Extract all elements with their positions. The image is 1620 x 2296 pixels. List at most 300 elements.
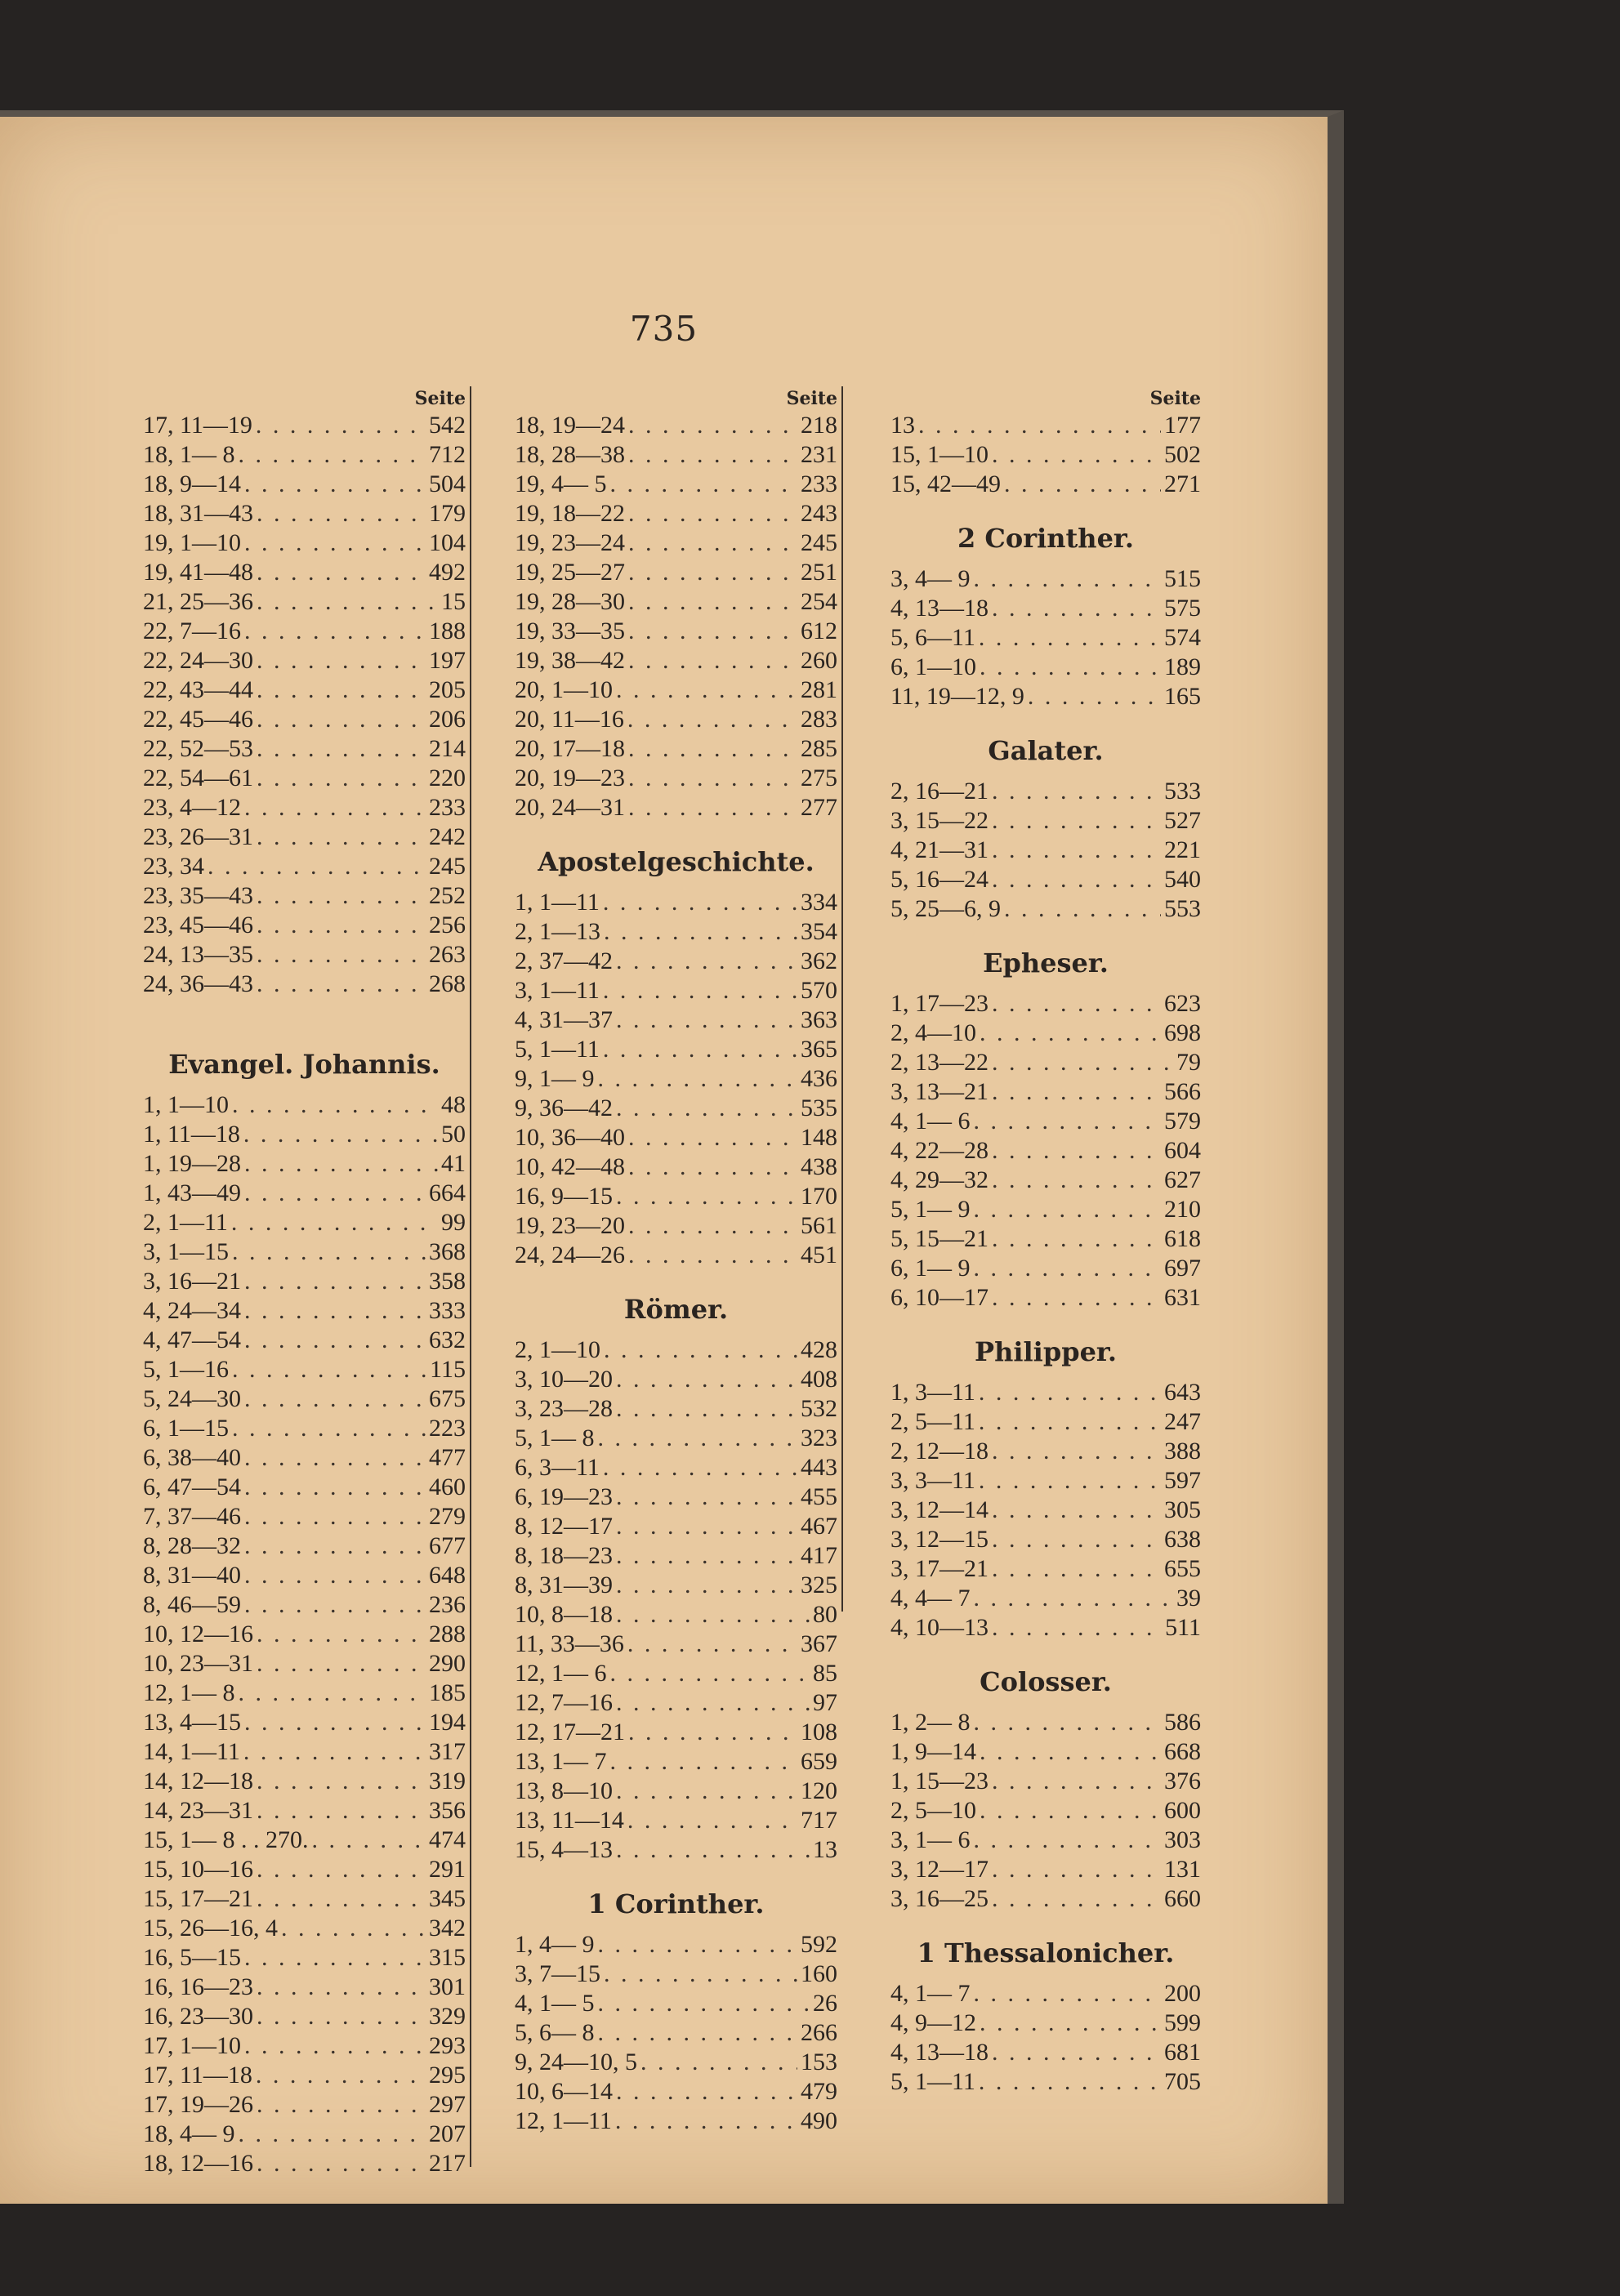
page-reference: 532 (801, 1395, 837, 1422)
page-reference: 271 (1164, 470, 1201, 497)
index-entry (890, 653, 1201, 682)
page-reference: 502 (1164, 441, 1201, 468)
page-reference: 698 (1164, 1019, 1201, 1046)
verse-reference: 6, 19—23 (515, 1483, 613, 1510)
leader-dots (600, 976, 797, 1005)
index-entry (890, 2067, 1201, 2097)
verse-reference: 8, 28—32 (143, 1532, 241, 1559)
verse-reference: 16, 9—15 (515, 1183, 613, 1210)
index-entry (515, 499, 837, 528)
leader-dots (625, 440, 797, 470)
leader-dots (607, 1659, 810, 1688)
verse-reference: 5, 1— 9 (890, 1196, 971, 1223)
page-reference: 303 (1164, 1826, 1201, 1853)
index-entry (890, 865, 1201, 894)
page-reference: 260 (801, 647, 837, 674)
verse-reference: 21, 25—36 (143, 588, 253, 615)
leader-dots (241, 1443, 426, 1473)
leader-dots (625, 1211, 797, 1241)
index-entry (143, 1590, 466, 1620)
verse-reference: 19, 18—22 (515, 500, 625, 527)
page-reference: 220 (429, 765, 466, 791)
verse-reference: 6, 1—15 (143, 1415, 229, 1442)
verse-reference: 2, 1—11 (143, 1209, 228, 1236)
leader-dots (989, 1166, 1161, 1195)
leader-dots (241, 1267, 426, 1296)
index-entry (515, 2018, 837, 2048)
verse-reference: 24, 36—43 (143, 970, 253, 997)
verse-reference: 8, 31—39 (515, 1572, 613, 1598)
leader-dots (625, 1718, 797, 1747)
verse-reference: 4, 24—34 (143, 1297, 241, 1324)
seite-label: Seite (1149, 388, 1201, 409)
index-entry (143, 1355, 466, 1384)
page-reference: 527 (1164, 807, 1201, 834)
page-reference: 460 (429, 1473, 466, 1500)
index-entry (890, 1283, 1201, 1313)
verse-reference: 5, 6— 8 (515, 2019, 595, 2046)
section-heading: Galater. (988, 735, 1104, 766)
verse-reference: 19, 33—35 (515, 617, 625, 644)
verse-reference: 1, 4— 9 (515, 1931, 595, 1958)
verse-reference: 4, 21—31 (890, 836, 989, 863)
page-reference: 177 (1164, 412, 1201, 439)
verse-reference: 2, 5—10 (890, 1797, 976, 1824)
page-reference: 291 (429, 1856, 466, 1883)
leader-dots (613, 1365, 797, 1394)
verse-reference: 10, 8—18 (515, 1601, 613, 1628)
page-reference: 681 (1164, 2039, 1201, 2066)
page-reference: 540 (1164, 866, 1201, 893)
leader-dots (253, 823, 426, 852)
leader-dots (613, 1005, 797, 1035)
index-entry (143, 1679, 466, 1708)
index-entry (515, 1512, 837, 1541)
leader-dots (613, 1600, 810, 1629)
index-entry (143, 1531, 466, 1561)
leader-dots (229, 1237, 426, 1267)
index-entry (890, 1796, 1201, 1826)
page-reference: 245 (429, 853, 466, 880)
verse-reference: 3, 13—21 (890, 1078, 989, 1105)
leader-dots (253, 764, 426, 793)
index-entry (515, 587, 837, 617)
leader-dots (241, 1179, 426, 1208)
index-entry (890, 623, 1201, 653)
index-entry (143, 1973, 466, 2002)
index-entry (143, 1884, 466, 1914)
index-entry (890, 564, 1201, 594)
page-reference: 251 (801, 559, 837, 586)
leader-dots (607, 470, 798, 499)
verse-reference: 1, 15—23 (890, 1768, 989, 1794)
page-reference: 245 (801, 529, 837, 556)
page-reference: 256 (429, 912, 466, 938)
leader-dots (971, 1107, 1162, 1136)
verse-reference: 18, 31—43 (143, 500, 253, 527)
page-reference: 356 (429, 1797, 466, 1824)
verse-reference: 11, 33—36 (515, 1630, 624, 1657)
verse-reference: 14, 1—11 (143, 1738, 240, 1765)
verse-reference: 20, 11—16 (515, 706, 624, 733)
page-reference: 561 (801, 1212, 837, 1239)
leader-dots (625, 764, 797, 793)
leader-dots (595, 1064, 798, 1094)
leader-dots (613, 1688, 810, 1718)
page-reference: 188 (429, 617, 466, 644)
verse-reference: 3, 1—15 (143, 1238, 229, 1265)
page-reference: 160 (801, 1960, 837, 1987)
leader-dots (625, 646, 797, 675)
verse-reference: 4, 31—37 (515, 1006, 613, 1033)
column-divider-1 (470, 386, 471, 2167)
verse-reference: 3, 12—17 (890, 1856, 989, 1883)
verse-reference: 3, 16—21 (143, 1268, 241, 1295)
verse-reference: 3, 10—20 (515, 1366, 613, 1393)
verse-reference: 13, 4—15 (143, 1709, 241, 1736)
index-entry (143, 1414, 466, 1443)
verse-reference: 20, 1—10 (515, 676, 613, 703)
index-entry (515, 1718, 837, 1747)
page-reference: 285 (801, 735, 837, 762)
leader-dots (613, 675, 797, 705)
verse-reference: 8, 18—23 (515, 1542, 613, 1569)
page-reference: 455 (801, 1483, 837, 1510)
verse-reference: 9, 1— 9 (515, 1065, 595, 1092)
index-entry (515, 1335, 837, 1365)
leader-dots (625, 411, 797, 440)
verse-reference: 5, 1—16 (143, 1356, 229, 1383)
verse-reference: 2, 1—13 (515, 918, 600, 945)
page-reference: 705 (1164, 2068, 1201, 2095)
section-heading: Colosser. (980, 1666, 1112, 1697)
leader-dots (989, 865, 1161, 894)
page-reference: 363 (801, 1006, 837, 1033)
index-entry (143, 617, 466, 646)
index-entry (890, 2008, 1201, 2038)
leader-dots (253, 675, 426, 705)
page-reference: 618 (1164, 1225, 1201, 1252)
verse-reference: 4, 29—32 (890, 1166, 989, 1193)
index-entry (143, 470, 466, 499)
leader-dots (241, 1531, 426, 1561)
leader-dots (253, 499, 426, 528)
index-entry (143, 1443, 466, 1473)
index-entry (890, 1195, 1201, 1224)
page-reference: 436 (801, 1065, 837, 1092)
verse-reference: 18, 9—14 (143, 470, 241, 497)
leader-dots (613, 1394, 797, 1424)
verse-reference: 10, 12—16 (143, 1621, 253, 1647)
leader-dots (1001, 470, 1161, 499)
leader-dots (625, 617, 797, 646)
leader-dots (253, 734, 426, 764)
index-entry (890, 806, 1201, 836)
index-entry (515, 1211, 837, 1241)
verse-reference: 16, 5—15 (143, 1944, 241, 1971)
page-reference: 205 (429, 676, 466, 703)
leader-dots (309, 1826, 426, 1855)
index-entry (143, 1120, 466, 1149)
leader-dots (989, 1767, 1161, 1796)
verse-reference: 11, 19—12, 9 (890, 683, 1024, 710)
index-entry (890, 470, 1201, 499)
verse-reference: 12, 17—21 (515, 1719, 625, 1745)
verse-reference: 4, 13—18 (890, 595, 989, 622)
page-reference: 643 (1164, 1379, 1201, 1406)
page-reference: 323 (801, 1424, 837, 1451)
index-entry (890, 1224, 1201, 1254)
leader-dots (989, 777, 1161, 806)
verse-reference: 2, 13—22 (890, 1049, 989, 1076)
index-entry (890, 1554, 1201, 1584)
page-reference: 477 (429, 1444, 466, 1471)
leader-dots (989, 1884, 1161, 1914)
page-reference: 604 (1164, 1137, 1201, 1164)
index-entry (143, 823, 466, 852)
index-entry (515, 1005, 837, 1035)
index-entry (890, 1584, 1201, 1613)
verse-reference: 4, 1— 5 (515, 1990, 595, 2017)
index-entry (143, 1267, 466, 1296)
leader-dots (241, 1708, 426, 1737)
leader-dots (625, 734, 797, 764)
leader-dots (253, 970, 426, 999)
page-reference: 315 (429, 1944, 466, 1971)
page-reference: 207 (429, 2120, 466, 2147)
page-number: 735 (629, 309, 698, 349)
column-divider-2 (841, 386, 843, 1612)
index-entry (143, 1620, 466, 1649)
index-entry (143, 1943, 466, 1973)
verse-reference: 5, 24—30 (143, 1385, 241, 1412)
leader-dots (253, 2002, 426, 2031)
page-reference: 153 (801, 2049, 837, 2075)
verse-reference: 2, 1—10 (515, 1336, 600, 1363)
page-reference: 231 (801, 441, 837, 468)
leader-dots (625, 499, 797, 528)
page-reference: 233 (801, 470, 837, 497)
page-reference: 579 (1164, 1108, 1201, 1135)
leader-dots (204, 852, 426, 881)
leader-dots (241, 528, 426, 558)
leader-dots (613, 1094, 797, 1123)
verse-reference: 3, 15—22 (890, 807, 989, 834)
leader-dots (624, 1806, 797, 1835)
page-reference: 200 (1164, 1980, 1201, 2007)
index-entry (890, 1979, 1201, 2008)
page-reference: 677 (429, 1532, 466, 1559)
page-reference: 648 (429, 1562, 466, 1589)
index-entry (890, 1613, 1201, 1643)
verse-reference: 19, 4— 5 (515, 470, 607, 497)
leader-dots (613, 2077, 797, 2107)
leader-dots (989, 1136, 1161, 1166)
page-reference: 612 (801, 617, 837, 644)
leader-dots (613, 1182, 797, 1211)
page-reference: 712 (429, 441, 466, 468)
seite-label: Seite (786, 388, 837, 409)
index-entry (890, 1826, 1201, 1855)
verse-reference: 6, 1— 9 (890, 1255, 971, 1282)
index-entry (515, 1241, 837, 1270)
verse-reference: 4, 10—13 (890, 1614, 989, 1641)
index-entry (890, 1437, 1201, 1466)
leader-dots (1024, 682, 1161, 711)
page-reference: 574 (1164, 624, 1201, 651)
verse-reference: 2, 5—11 (890, 1408, 975, 1435)
leader-dots (253, 1767, 426, 1796)
verse-reference: 20, 17—18 (515, 735, 625, 762)
verse-reference: 23, 4—12 (143, 794, 241, 821)
verse-reference: 24, 24—26 (515, 1242, 625, 1268)
leader-dots (241, 1296, 426, 1326)
verse-reference: 16, 16—23 (143, 1973, 253, 2000)
page-reference: 474 (429, 1826, 466, 1853)
page-reference: 334 (801, 889, 837, 916)
page-reference: 295 (429, 2062, 466, 2089)
page-reference: 438 (801, 1153, 837, 1180)
verse-reference: 20, 24—31 (515, 794, 625, 821)
leader-dots (989, 1077, 1161, 1107)
index-entry (143, 911, 466, 940)
index-entry (890, 1466, 1201, 1496)
index-entry (890, 1496, 1201, 1525)
index-entry (143, 1767, 466, 1796)
page-reference: 221 (1164, 836, 1201, 863)
leader-dots (241, 470, 426, 499)
leader-dots (240, 1120, 438, 1149)
leader-dots (253, 587, 438, 617)
index-entry (890, 777, 1201, 806)
leader-dots (989, 1525, 1161, 1554)
leader-dots (624, 705, 797, 734)
page-reference: 490 (801, 2107, 837, 2134)
book-page (0, 110, 1344, 2204)
index-entry (143, 675, 466, 705)
verse-reference: 1, 1—10 (143, 1091, 229, 1118)
section-heading: 1 Thessalonicher. (917, 1937, 1175, 1968)
verse-reference: 20, 19—23 (515, 765, 625, 791)
verse-reference: 22, 52—53 (143, 735, 253, 762)
verse-reference: 17, 19—26 (143, 2091, 253, 2118)
verse-reference: 1, 43—49 (143, 1179, 241, 1206)
verse-reference: 15, 17—21 (143, 1885, 253, 1912)
page-reference: 354 (801, 918, 837, 945)
verse-reference: 9, 24—10, 5 (515, 2049, 637, 2075)
leader-dots (253, 940, 426, 970)
verse-reference: 4, 22—28 (890, 1137, 989, 1164)
index-column-1 (143, 386, 466, 2178)
page-reference: 600 (1164, 1797, 1201, 1824)
verse-reference: 22, 7—16 (143, 617, 241, 644)
index-entry (515, 2107, 837, 2136)
verse-reference: 3, 16—25 (890, 1885, 989, 1912)
index-entry (143, 1561, 466, 1590)
verse-reference: 12, 1— 8 (143, 1679, 235, 1706)
index-entry (143, 2031, 466, 2061)
verse-reference: 24, 13—35 (143, 941, 253, 968)
verse-reference: 15, 1— 8 . . 270. (143, 1826, 309, 1853)
index-entry (515, 1747, 837, 1777)
index-entry (143, 2090, 466, 2120)
index-entry (890, 1767, 1201, 1796)
index-entry (515, 1365, 837, 1394)
index-entry (143, 734, 466, 764)
page-reference: 80 (813, 1601, 837, 1628)
page-reference: 388 (1164, 1438, 1201, 1465)
leader-dots (625, 528, 797, 558)
index-entry (890, 1708, 1201, 1737)
leader-dots (600, 1035, 797, 1064)
page-reference: 553 (1164, 895, 1201, 922)
page-reference: 592 (801, 1931, 837, 1958)
verse-reference: 5, 6—11 (890, 624, 975, 651)
page-reference: 189 (1164, 653, 1201, 680)
verse-reference: 22, 43—44 (143, 676, 253, 703)
verse-reference: 10, 42—48 (515, 1153, 625, 1180)
leader-dots (975, 2067, 1161, 2097)
page-reference: 185 (429, 1679, 466, 1706)
leader-dots (253, 881, 426, 911)
page-reference: 252 (429, 882, 466, 909)
index-entry (143, 793, 466, 823)
index-entry (515, 947, 837, 976)
verse-reference: 19, 41—48 (143, 559, 253, 586)
index-entry (515, 440, 837, 470)
index-entry (515, 675, 837, 705)
index-entry (890, 682, 1201, 711)
index-entry (515, 1064, 837, 1094)
leader-dots (229, 1414, 426, 1443)
page-reference: 218 (801, 412, 837, 439)
index-entry (143, 940, 466, 970)
index-entry (143, 764, 466, 793)
leader-dots (253, 1649, 426, 1679)
index-column-2 (515, 386, 837, 2136)
verse-reference: 2, 12—18 (890, 1438, 989, 1465)
page-reference: 85 (813, 1660, 837, 1687)
verse-reference: 13 (890, 412, 915, 439)
leader-dots (241, 1943, 426, 1973)
page-reference: 660 (1164, 1885, 1201, 1912)
index-entry (515, 1482, 837, 1512)
seite-label: Seite (414, 388, 466, 409)
page-reference: 668 (1164, 1738, 1201, 1765)
page-reference: 115 (430, 1356, 466, 1383)
index-entry (143, 1296, 466, 1326)
page-reference: 170 (801, 1183, 837, 1210)
leader-dots (229, 1355, 426, 1384)
index-entry (515, 1182, 837, 1211)
verse-reference: 13, 11—14 (515, 1807, 624, 1834)
section-heading: 2 Corinther. (957, 523, 1134, 554)
index-entry (515, 705, 837, 734)
page-reference: 223 (429, 1415, 466, 1442)
page-reference: 41 (441, 1150, 466, 1177)
leader-dots (975, 1466, 1161, 1496)
verse-reference: 23, 34 (143, 853, 204, 880)
leader-dots (989, 1048, 1173, 1077)
page-reference: 39 (1176, 1585, 1201, 1612)
index-entry (515, 1424, 837, 1453)
page-reference: 99 (441, 1209, 466, 1236)
page-reference: 206 (429, 706, 466, 733)
verse-reference: 14, 23—31 (143, 1797, 253, 1824)
leader-dots (278, 1914, 426, 1943)
page-reference: 533 (1164, 778, 1201, 805)
page-reference: 570 (801, 977, 837, 1004)
